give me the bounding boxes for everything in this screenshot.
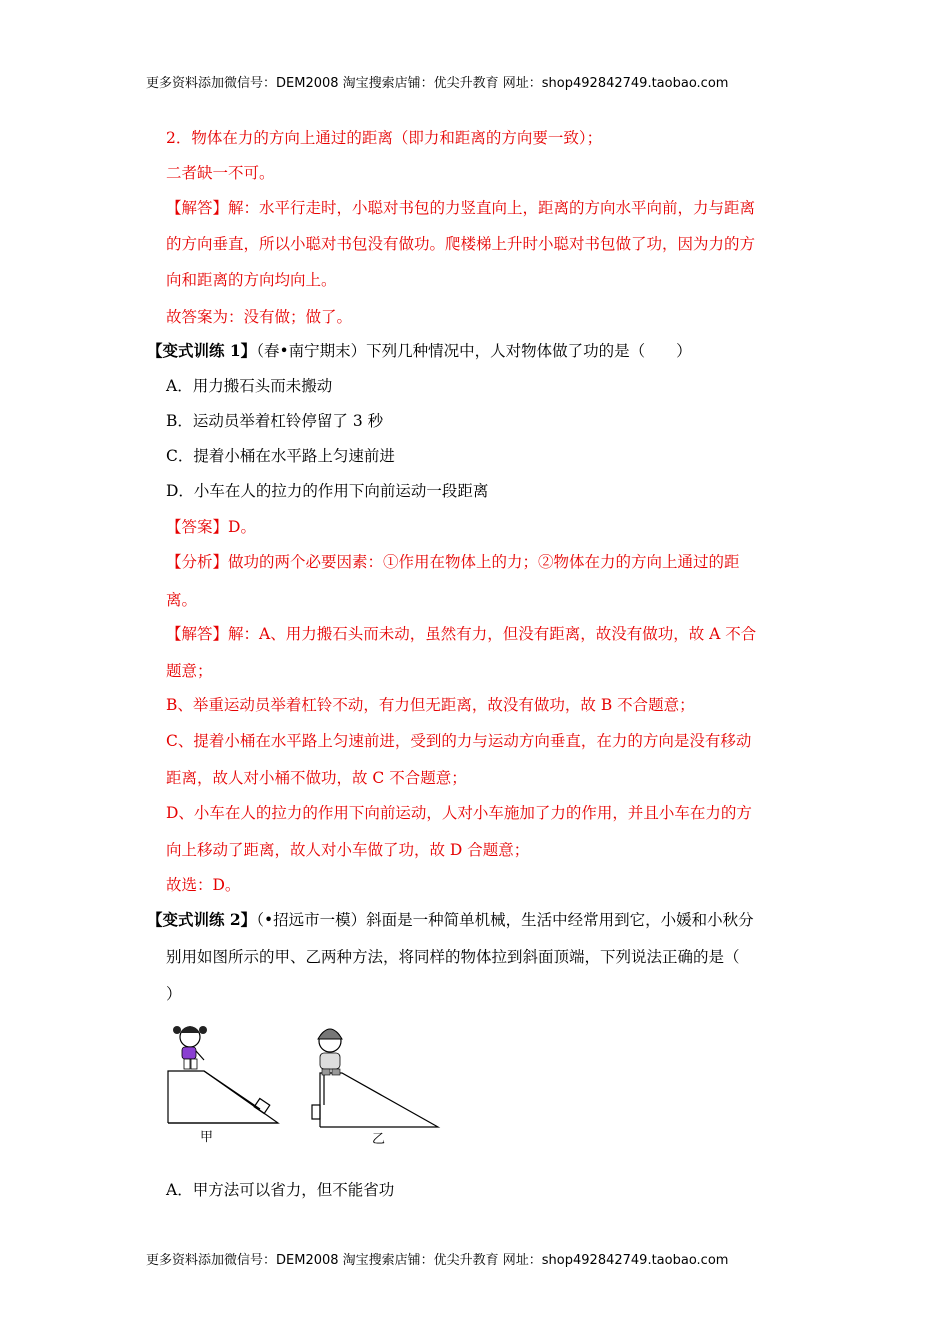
incline-figure xyxy=(160,1015,450,1150)
boy-figure xyxy=(318,1029,342,1075)
solution-line: 向上移动了距离，故人对小车做了功，故 D 合题意； xyxy=(166,841,530,859)
option-a: A．用力搬石头而未搬动 xyxy=(166,377,333,395)
answer-line: 【答案】D。 xyxy=(166,518,256,536)
option-d: D．小车在人的拉力的作用下向前运动一段距离 xyxy=(166,482,489,500)
analysis-line: 【分析】做功的两个必要因素：①作用在物体上的力；②物体在力的方向上通过的距 xyxy=(166,553,740,571)
solution-line: 【解答】解：A、用力搬石头而未动，虽然有力，但没有距离，故没有做功，故 A 不合 xyxy=(166,625,757,643)
answer-tag: 【解答】 xyxy=(166,199,229,217)
text-line: 【解答】解：水平行走时，小聪对书包的力竖直向上，距离的方向水平向前，力与距离 xyxy=(166,199,756,217)
solution-line: 题意； xyxy=(166,662,213,680)
option-b: B．运动员举着杠铃停留了 3 秒 xyxy=(166,412,384,430)
label-left: 甲 xyxy=(200,1130,214,1145)
footer-text: 更多资料添加微信号：DEM2008 淘宝搜索店铺：优尖升教育 网址：shop492842749.taobao.com xyxy=(146,1253,729,1268)
analysis-line: 离。 xyxy=(166,591,198,609)
question-tag: 【变式训练 1】 xyxy=(147,341,257,360)
text-line: 的方向垂直，所以小聪对书包没有做功。爬楼梯上升时小聪对书包做了功，因为力的方 xyxy=(166,235,756,253)
question-2-line: 别用如图所示的甲、乙两种方法，将同样的物体拉到斜面顶端，下列说法正确的是（ xyxy=(166,948,740,966)
question-2-line: ） xyxy=(166,985,182,1003)
question-tag: 【变式训练 2】 xyxy=(147,910,257,929)
option-c: C．提着小桶在水平路上匀速前进 xyxy=(166,447,395,465)
option-a: A．甲方法可以省力，但不能省功 xyxy=(166,1181,395,1199)
text-line: 向和距离的方向均向上。 xyxy=(166,271,337,289)
incline-left xyxy=(168,1071,278,1123)
solution-line: D、小车在人的拉力的作用下向前运动，人对小车施加了力的作用，并且小车在力的方 xyxy=(166,804,752,822)
solution-line: C、提着小桶在水平路上匀速前进，受到的力与运动方向垂直，在力的方向是没有移动 xyxy=(166,732,752,750)
question-2: 【变式训练 2】（•招远市一模）斜面是一种简单机械，生活中经常用到它，小媛和小秋分 xyxy=(147,910,754,929)
question-1: 【变式训练 1】（春•南宁期末）下列几种情况中，人对物体做了功的是（ ） xyxy=(147,341,692,360)
text-line: 2．物体在力的方向上通过的距离（即力和距离的方向要一致）； xyxy=(166,129,603,147)
solution-tag: 【解答】 xyxy=(166,625,229,643)
girl-figure xyxy=(173,1026,207,1069)
header-text: 更多资料添加微信号：DEM2008 淘宝搜索店铺：优尖升教育 网址：shop492842749.taobao.com xyxy=(146,76,729,91)
answer-tag: 【答案】 xyxy=(166,518,229,536)
text-line: 二者缺一不可。 xyxy=(166,164,275,182)
analysis-tag: 【分析】 xyxy=(166,553,229,571)
solution-line: 距离，故人对小桶不做功，故 C 不合题意； xyxy=(166,769,467,787)
label-right: 乙 xyxy=(372,1132,386,1147)
text-line: 故答案为：没有做；做了。 xyxy=(166,308,353,326)
solution-line: 故选：D。 xyxy=(166,876,241,894)
incline-right xyxy=(312,1073,438,1127)
solution-line: B、举重运动员举着杠铃不动，有力但无距离，故没有做功，故 B 不合题意； xyxy=(166,696,695,714)
